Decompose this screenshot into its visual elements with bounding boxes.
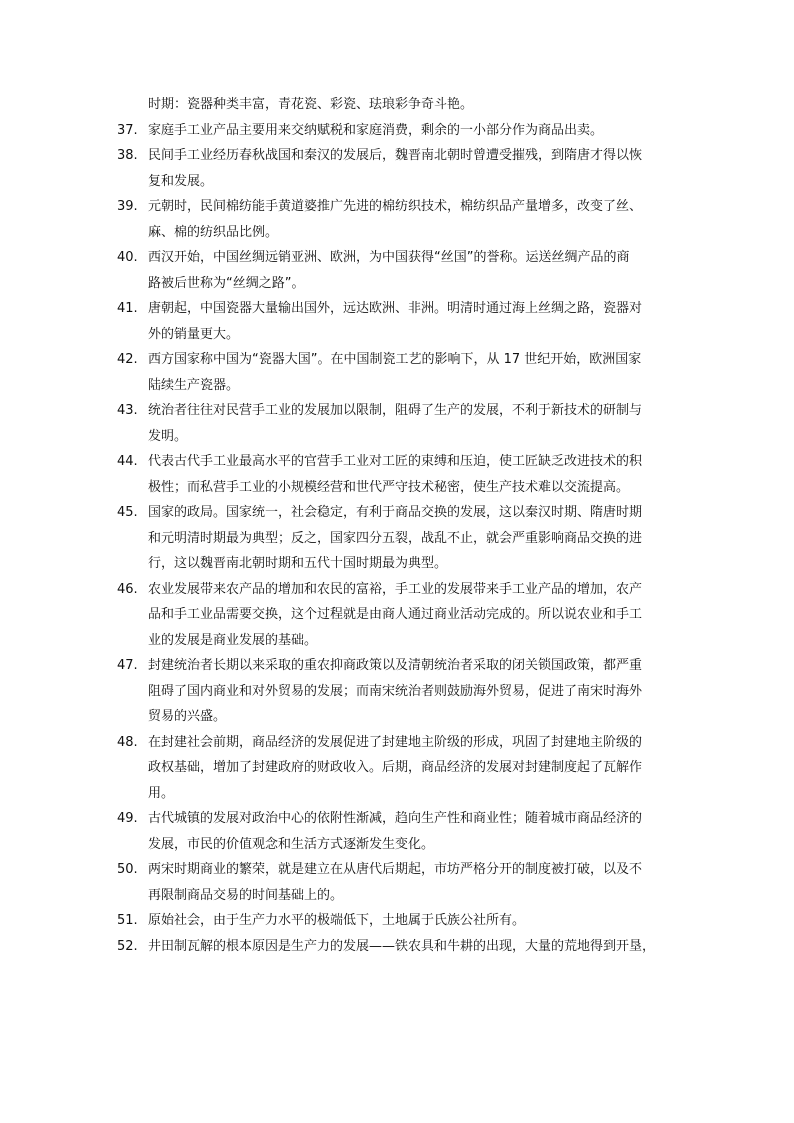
list-item-continuation-line: 发展，市民的价值观念和生活方式逐渐发生变化。: [148, 836, 435, 852]
list-item-continuation-line: 品和手工业品需要交换，这个过程就是由商人通过商业活动完成的。所以说农业和手工: [148, 607, 643, 622]
item-number: 50.: [117, 862, 138, 877]
list-item: [117, 857, 687, 908]
item-number: 52.: [117, 938, 138, 954]
list-item: [117, 245, 687, 296]
list-item-first-line: [117, 653, 687, 679]
item-text: 在封建社会前期，商品经济的发展促进了封建地主阶级的形成，巩固了封建地主阶级的: [148, 734, 643, 750]
item-number: 41.: [117, 301, 138, 316]
list-item: [117, 577, 687, 654]
list-item: [117, 806, 687, 857]
list-item-first-line: [117, 296, 687, 322]
list-item-first-line: [117, 398, 687, 424]
numbered-list: [117, 92, 687, 959]
list-item-first-line: [117, 577, 687, 603]
item-text: 原始社会，由于生产力水平的极端低下，土地属于氏族公社所有。: [148, 913, 526, 928]
list-item-continuation-line: 贸易的兴盛。: [148, 709, 227, 724]
list-item-continuation-line: 政权基础，增加了封建政府的财政收入。后期，商品经济的发展对封建制度起了瓦解作: [148, 760, 643, 775]
list-item-first-line: [117, 857, 687, 883]
item-number: 51.: [117, 913, 138, 928]
list-items: [117, 118, 687, 960]
item-number: 48.: [117, 734, 138, 750]
list-item-first-line: [117, 908, 687, 934]
item-text: 元朝时，民间棉纺能手黄道婆推广先进的棉纺织技术，棉纺织品产量增多，改变了丝、: [148, 199, 643, 214]
list-item-first-line: [117, 730, 687, 756]
list-item-continuation-line: 再限制商品交易的时间基础上的。: [148, 887, 344, 903]
item-text: 封建统治者长期以来采取的重农抑商政策以及清朝统治者采取的闭关锁国政策，都严重: [148, 658, 643, 673]
list-item-continuation-line: 阻碍了国内商业和对外贸易的发展；而南宋统治者则鼓励海外贸易，促进了南宋时海外: [148, 683, 643, 699]
list-item-continuation-line: 复和发展。: [148, 173, 214, 189]
list-item: [117, 653, 687, 730]
list-item: [117, 118, 687, 144]
item-number: 46.: [117, 581, 138, 597]
list-item-first-line: [117, 449, 687, 475]
list-item: [117, 500, 687, 577]
continuation-text: 时期：瓷器种类丰富，青花瓷、彩瓷、珐琅彩争奇斗艳。: [148, 97, 474, 112]
item-text: 农业发展带来农产品的增加和农民的富裕，手工业的发展带来手工业产品的增加，农产: [148, 581, 643, 597]
list-item-continuation-line: 陆续生产瓷器。: [148, 377, 240, 393]
list-item: [117, 347, 687, 398]
list-item-continuation-line: 路被后世称为“丝绸之路”。: [148, 275, 305, 291]
item-text: 西汉开始，中国丝绸远销亚洲、欧洲，为中国获得“丝国”的誉称。运送丝绸产品的商: [148, 250, 630, 265]
list-item-first-line: [117, 194, 687, 220]
item-text: 民间手工业经历春秋战国和秦汉的发展后，魏晋南北朝时曾遭受摧残，到隋唐才得以恢: [148, 148, 643, 163]
item-number: 37.: [117, 122, 138, 138]
list-item-first-line: [117, 934, 687, 960]
list-item-first-line: [117, 118, 687, 144]
item-text: 家庭手工业产品主要用来交纳赋税和家庭消费，剩余的一小部分作为商品出卖。: [148, 122, 604, 138]
item-number: 49.: [117, 811, 138, 826]
item-text: 西方国家称中国为“瓷器大国”。在中国制瓷工艺的影响下，从 17 世纪开始，欧洲国家: [148, 352, 642, 367]
item-number: 47.: [117, 658, 138, 673]
list-item: [117, 934, 687, 960]
list-item: [117, 143, 687, 194]
list-item: [117, 194, 687, 245]
item-text: 古代城镇的发展对政治中心的依附性渐减，趋向生产性和商业性；随着城市商品经济的: [148, 811, 643, 826]
list-item-continuation-line: 外的销量更大。: [148, 326, 240, 342]
list-item-first-line: [117, 347, 687, 373]
item-text: 代表古代手工业最高水平的官营手工业对工匠的束缚和压迫，使工匠缺乏改进技术的积: [148, 454, 643, 469]
list-item-first-line: [117, 245, 687, 271]
list-item-continuation-line: 和元明清时期最为典型；反之，国家四分五裂，战乱不止，就会严重影响商品交换的进: [148, 530, 643, 546]
list-item-first-line: [117, 500, 687, 526]
item-text: 唐朝起，中国瓷器大量输出国外，远达欧洲、非洲。明清时通过海上丝绸之路，瓷器对: [148, 301, 643, 316]
item-text: 国家的政局。国家统一，社会稳定，有利于商品交换的发展，这以秦汉时期、隋唐时期: [148, 505, 643, 520]
list-item-continuation-line: 业的发展是商业发展的基础。: [148, 632, 318, 648]
item-number: 38.: [117, 148, 138, 163]
list-item: [117, 908, 687, 934]
list-item: [117, 730, 687, 807]
list-item-continuation-line: 极性；而私营手工业的小规模经营和世代严守技术秘密，使生产技术难以交流提高。: [148, 479, 630, 495]
list-item-first-line: [117, 806, 687, 832]
list-item: [117, 398, 687, 449]
item-text: 统治者往往对民营手工业的发展加以限制，阻碍了生产的发展，不利于新技术的研制与: [148, 403, 643, 418]
item-number: 43.: [117, 403, 138, 418]
list-item-continuation-line: 麻、棉的纺织品比例。: [148, 224, 279, 240]
item-number: 39.: [117, 199, 138, 214]
item-number: 45.: [117, 505, 138, 520]
item-number: 42.: [117, 352, 138, 367]
list-item: [117, 296, 687, 347]
item-number: 44.: [117, 454, 138, 469]
list-item-continuation-line: 用。: [148, 785, 175, 801]
list-item: [117, 449, 687, 500]
item-text: 井田制瓦解的根本原因是生产力的发展——铁农具和牛耕的出现，大量的荒地得到开垦，: [148, 938, 656, 954]
list-item-continuation-line: 发明。: [148, 428, 188, 444]
item-number: 40.: [117, 250, 138, 265]
list-item-first-line: [117, 143, 687, 169]
item-text: 两宋时期商业的繁荣，就是建立在从唐代后期起，市坊严格分开的制度被打破，以及不: [148, 862, 643, 877]
list-item-continuation-line: 行，这以魏晋南北朝时期和五代十国时期最为典型。: [148, 556, 448, 571]
